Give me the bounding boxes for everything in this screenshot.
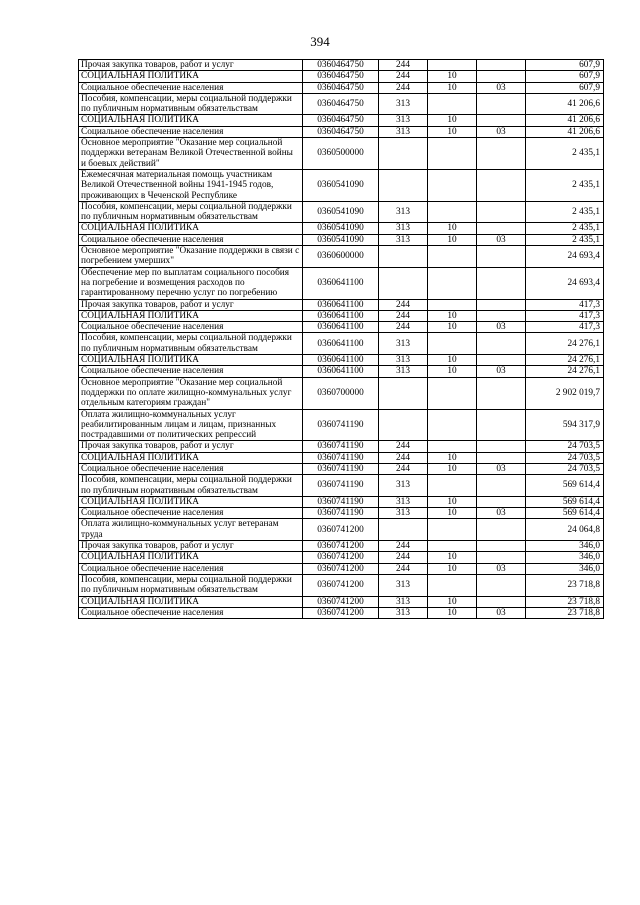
subsection-cell bbox=[477, 333, 526, 355]
amount-cell: 607,9 bbox=[526, 82, 604, 93]
subsection-cell bbox=[477, 574, 526, 596]
item-name-cell: Социальное обеспечение населения bbox=[79, 82, 303, 93]
amount-cell: 2 902 019,7 bbox=[526, 377, 604, 409]
table-row bbox=[79, 541, 604, 552]
item-name-cell: Социальное обеспечение населения bbox=[79, 607, 303, 618]
table-row bbox=[79, 496, 604, 507]
subsection-cell bbox=[477, 519, 526, 541]
amount-cell: 569 614,4 bbox=[526, 496, 604, 507]
target-code-cell: 0360464750 bbox=[303, 60, 379, 71]
item-name-cell: Прочая закупка товаров, работ и услуг bbox=[79, 60, 303, 71]
expense-type-cell: 244 bbox=[379, 463, 428, 474]
expense-type-cell: 313 bbox=[379, 201, 428, 223]
section-cell bbox=[428, 93, 477, 115]
expense-type-cell: 313 bbox=[379, 574, 428, 596]
amount-cell: 607,9 bbox=[526, 71, 604, 82]
expense-type-cell: 313 bbox=[379, 508, 428, 519]
amount-cell: 41 206,6 bbox=[526, 115, 604, 126]
amount-cell: 23 718,8 bbox=[526, 574, 604, 596]
table-row bbox=[79, 82, 604, 93]
item-name-cell: Социальное обеспечение населения bbox=[79, 366, 303, 377]
expense-type-cell: 313 bbox=[379, 93, 428, 115]
subsection-cell bbox=[477, 596, 526, 607]
target-code-cell: 0360741200 bbox=[303, 519, 379, 541]
amount-cell: 41 206,6 bbox=[526, 93, 604, 115]
target-code-cell: 0360741200 bbox=[303, 574, 379, 596]
item-name-cell: СОЦИАЛЬНАЯ ПОЛИТИКА bbox=[79, 452, 303, 463]
item-name-cell: Социальное обеспечение населения bbox=[79, 126, 303, 137]
amount-cell: 24 276,1 bbox=[526, 355, 604, 366]
target-code-cell: 0360741190 bbox=[303, 475, 379, 497]
subsection-cell bbox=[477, 115, 526, 126]
section-cell: 10 bbox=[428, 452, 477, 463]
table-row bbox=[79, 223, 604, 234]
target-code-cell: 0360700000 bbox=[303, 377, 379, 409]
target-code-cell: 0360500000 bbox=[303, 138, 379, 170]
section-cell: 10 bbox=[428, 115, 477, 126]
amount-cell: 2 435,1 bbox=[526, 201, 604, 223]
table-row bbox=[79, 234, 604, 245]
target-code-cell: 0360464750 bbox=[303, 126, 379, 137]
section-cell: 10 bbox=[428, 552, 477, 563]
table-row bbox=[79, 607, 604, 618]
section-cell: 10 bbox=[428, 355, 477, 366]
section-cell bbox=[428, 138, 477, 170]
subsection-cell bbox=[477, 310, 526, 321]
subsection-cell bbox=[477, 299, 526, 310]
item-name-cell: Социальное обеспечение населения bbox=[79, 563, 303, 574]
amount-cell: 2 435,1 bbox=[526, 138, 604, 170]
item-name-cell: Основное мероприятие "Оказание мер социальной поддержки по оплате жилищно-коммунальных услуг отдельным категориям граждан" bbox=[79, 377, 303, 409]
expense-type-cell: 313 bbox=[379, 496, 428, 507]
subsection-cell bbox=[477, 169, 526, 201]
item-name-cell: Оплата жилищно-коммунальных услуг ветеранам труда bbox=[79, 519, 303, 541]
subsection-cell bbox=[477, 71, 526, 82]
expense-type-cell: 313 bbox=[379, 234, 428, 245]
amount-cell: 417,3 bbox=[526, 299, 604, 310]
section-cell: 10 bbox=[428, 310, 477, 321]
section-cell: 10 bbox=[428, 366, 477, 377]
section-cell: 10 bbox=[428, 508, 477, 519]
table-row bbox=[79, 563, 604, 574]
target-code-cell: 0360641100 bbox=[303, 267, 379, 299]
target-code-cell: 0360741200 bbox=[303, 563, 379, 574]
target-code-cell: 0360641100 bbox=[303, 333, 379, 355]
item-name-cell: СОЦИАЛЬНАЯ ПОЛИТИКА bbox=[79, 596, 303, 607]
table-row bbox=[79, 60, 604, 71]
target-code-cell: 0360741190 bbox=[303, 508, 379, 519]
subsection-cell bbox=[477, 441, 526, 452]
amount-cell: 2 435,1 bbox=[526, 234, 604, 245]
expense-type-cell: 313 bbox=[379, 333, 428, 355]
amount-cell: 607,9 bbox=[526, 60, 604, 71]
item-name-cell: СОЦИАЛЬНАЯ ПОЛИТИКА bbox=[79, 115, 303, 126]
expense-type-cell bbox=[379, 519, 428, 541]
target-code-cell: 0360641100 bbox=[303, 322, 379, 333]
table-row bbox=[79, 463, 604, 474]
item-name-cell: СОЦИАЛЬНАЯ ПОЛИТИКА bbox=[79, 355, 303, 366]
target-code-cell: 0360741190 bbox=[303, 496, 379, 507]
section-cell: 10 bbox=[428, 463, 477, 474]
item-name-cell: Социальное обеспечение населения bbox=[79, 508, 303, 519]
expense-type-cell bbox=[379, 246, 428, 268]
amount-cell: 417,3 bbox=[526, 322, 604, 333]
section-cell: 10 bbox=[428, 71, 477, 82]
section-cell: 10 bbox=[428, 596, 477, 607]
target-code-cell: 0360741200 bbox=[303, 607, 379, 618]
subsection-cell bbox=[477, 377, 526, 409]
amount-cell: 23 718,8 bbox=[526, 596, 604, 607]
subsection-cell bbox=[477, 223, 526, 234]
item-name-cell: Обеспечение мер по выплатам социального пособия на погребение и возмещения расходов по гарантированному перечню услуг по погребению bbox=[79, 267, 303, 299]
expense-type-cell: 244 bbox=[379, 322, 428, 333]
target-code-cell: 0360641100 bbox=[303, 299, 379, 310]
item-name-cell: Пособия, компенсации, меры социальной поддержки по публичным нормативным обязательствам bbox=[79, 333, 303, 355]
table-row bbox=[79, 409, 604, 441]
item-name-cell: Основное мероприятие "Оказание поддержки в связи с погребением умерших" bbox=[79, 246, 303, 268]
target-code-cell: 0360641100 bbox=[303, 355, 379, 366]
expense-type-cell: 313 bbox=[379, 475, 428, 497]
item-name-cell: Пособия, компенсации, меры социальной поддержки по публичным нормативным обязательствам bbox=[79, 475, 303, 497]
expense-type-cell: 244 bbox=[379, 299, 428, 310]
amount-cell: 417,3 bbox=[526, 310, 604, 321]
section-cell bbox=[428, 299, 477, 310]
item-name-cell: Пособия, компенсации, меры социальной поддержки по публичным нормативным обязательствам bbox=[79, 201, 303, 223]
subsection-cell bbox=[477, 552, 526, 563]
section-cell: 10 bbox=[428, 82, 477, 93]
subsection-cell: 03 bbox=[477, 322, 526, 333]
item-name-cell: СОЦИАЛЬНАЯ ПОЛИТИКА bbox=[79, 223, 303, 234]
subsection-cell: 03 bbox=[477, 126, 526, 137]
page-number: 394 bbox=[310, 34, 330, 49]
amount-cell: 41 206,6 bbox=[526, 126, 604, 137]
amount-cell: 24 693,4 bbox=[526, 246, 604, 268]
table-row bbox=[79, 310, 604, 321]
item-name-cell: СОЦИАЛЬНАЯ ПОЛИТИКА bbox=[79, 71, 303, 82]
subsection-cell bbox=[477, 409, 526, 441]
section-cell bbox=[428, 475, 477, 497]
target-code-cell: 0360464750 bbox=[303, 71, 379, 82]
subsection-cell: 03 bbox=[477, 82, 526, 93]
item-name-cell: Основное мероприятие "Оказание мер социальной поддержки ветеранам Великой Отечественной войны и боевых действий" bbox=[79, 138, 303, 170]
section-cell bbox=[428, 409, 477, 441]
table-row bbox=[79, 366, 604, 377]
item-name-cell: Пособия, компенсации, меры социальной поддержки по публичным нормативным обязательствам bbox=[79, 574, 303, 596]
target-code-cell: 0360741190 bbox=[303, 452, 379, 463]
table-row bbox=[79, 93, 604, 115]
amount-cell: 569 614,4 bbox=[526, 475, 604, 497]
subsection-cell bbox=[477, 267, 526, 299]
table-row bbox=[79, 452, 604, 463]
section-cell: 10 bbox=[428, 322, 477, 333]
table-row bbox=[79, 441, 604, 452]
expense-type-cell: 313 bbox=[379, 115, 428, 126]
section-cell bbox=[428, 201, 477, 223]
expense-type-cell: 313 bbox=[379, 126, 428, 137]
amount-cell: 346,0 bbox=[526, 563, 604, 574]
expense-type-cell: 244 bbox=[379, 60, 428, 71]
amount-cell: 346,0 bbox=[526, 552, 604, 563]
amount-cell: 569 614,4 bbox=[526, 508, 604, 519]
expense-type-cell: 244 bbox=[379, 71, 428, 82]
table-row bbox=[79, 333, 604, 355]
expense-type-cell: 244 bbox=[379, 441, 428, 452]
amount-cell: 594 317,9 bbox=[526, 409, 604, 441]
section-cell bbox=[428, 267, 477, 299]
section-cell: 10 bbox=[428, 126, 477, 137]
target-code-cell: 0360541090 bbox=[303, 223, 379, 234]
expense-type-cell: 313 bbox=[379, 366, 428, 377]
table-row bbox=[79, 299, 604, 310]
item-name-cell: Оплата жилищно-коммунальных услуг реабилитированным лицам и лицам, признанных пострадавшими от политических репрессий bbox=[79, 409, 303, 441]
section-cell bbox=[428, 60, 477, 71]
target-code-cell: 0360641100 bbox=[303, 310, 379, 321]
item-name-cell: Прочая закупка товаров, работ и услуг bbox=[79, 299, 303, 310]
expense-type-cell bbox=[379, 169, 428, 201]
target-code-cell: 0360641100 bbox=[303, 366, 379, 377]
amount-cell: 24 703,5 bbox=[526, 463, 604, 474]
table-row bbox=[79, 322, 604, 333]
subsection-cell bbox=[477, 496, 526, 507]
section-cell bbox=[428, 574, 477, 596]
amount-cell: 24 703,5 bbox=[526, 441, 604, 452]
item-name-cell: СОЦИАЛЬНАЯ ПОЛИТИКА bbox=[79, 496, 303, 507]
section-cell bbox=[428, 169, 477, 201]
table-row bbox=[79, 574, 604, 596]
amount-cell: 346,0 bbox=[526, 541, 604, 552]
expense-type-cell bbox=[379, 138, 428, 170]
expense-type-cell: 313 bbox=[379, 596, 428, 607]
expense-type-cell: 313 bbox=[379, 607, 428, 618]
table-row bbox=[79, 508, 604, 519]
expense-type-cell: 244 bbox=[379, 310, 428, 321]
section-cell: 10 bbox=[428, 563, 477, 574]
target-code-cell: 0360464750 bbox=[303, 115, 379, 126]
subsection-cell: 03 bbox=[477, 463, 526, 474]
target-code-cell: 0360541090 bbox=[303, 201, 379, 223]
item-name-cell: Прочая закупка товаров, работ и услуг bbox=[79, 541, 303, 552]
target-code-cell: 0360741200 bbox=[303, 541, 379, 552]
expense-type-cell: 244 bbox=[379, 452, 428, 463]
target-code-cell: 0360541090 bbox=[303, 234, 379, 245]
table-row bbox=[79, 552, 604, 563]
section-cell: 10 bbox=[428, 496, 477, 507]
item-name-cell: Социальное обеспечение населения bbox=[79, 234, 303, 245]
section-cell bbox=[428, 246, 477, 268]
subsection-cell bbox=[477, 452, 526, 463]
target-code-cell: 0360464750 bbox=[303, 93, 379, 115]
target-code-cell: 0360741200 bbox=[303, 552, 379, 563]
amount-cell: 2 435,1 bbox=[526, 223, 604, 234]
item-name-cell: СОЦИАЛЬНАЯ ПОЛИТИКА bbox=[79, 310, 303, 321]
subsection-cell: 03 bbox=[477, 366, 526, 377]
target-code-cell: 0360741190 bbox=[303, 441, 379, 452]
table-row bbox=[79, 201, 604, 223]
target-code-cell: 0360741190 bbox=[303, 463, 379, 474]
table-row bbox=[79, 519, 604, 541]
expense-type-cell: 244 bbox=[379, 563, 428, 574]
section-cell bbox=[428, 377, 477, 409]
table-row bbox=[79, 596, 604, 607]
section-cell: 10 bbox=[428, 234, 477, 245]
subsection-cell bbox=[477, 201, 526, 223]
item-name-cell: Социальное обеспечение населения bbox=[79, 322, 303, 333]
subsection-cell: 03 bbox=[477, 508, 526, 519]
table-row bbox=[79, 355, 604, 366]
target-code-cell: 0360464750 bbox=[303, 82, 379, 93]
subsection-cell bbox=[477, 60, 526, 71]
subsection-cell bbox=[477, 355, 526, 366]
target-code-cell: 0360741200 bbox=[303, 596, 379, 607]
section-cell: 10 bbox=[428, 223, 477, 234]
amount-cell: 24 693,4 bbox=[526, 267, 604, 299]
amount-cell: 24 276,1 bbox=[526, 366, 604, 377]
section-cell bbox=[428, 333, 477, 355]
subsection-cell: 03 bbox=[477, 607, 526, 618]
expense-type-cell bbox=[379, 267, 428, 299]
subsection-cell bbox=[477, 246, 526, 268]
expense-type-cell: 313 bbox=[379, 355, 428, 366]
subsection-cell bbox=[477, 93, 526, 115]
item-name-cell: Прочая закупка товаров, работ и услуг bbox=[79, 441, 303, 452]
target-code-cell: 0360600000 bbox=[303, 246, 379, 268]
section-cell: 10 bbox=[428, 607, 477, 618]
item-name-cell: Социальное обеспечение населения bbox=[79, 463, 303, 474]
table-row bbox=[79, 475, 604, 497]
amount-cell: 24 276,1 bbox=[526, 333, 604, 355]
expense-type-cell: 313 bbox=[379, 223, 428, 234]
table-row bbox=[79, 169, 604, 201]
table-row bbox=[79, 267, 604, 299]
table-row bbox=[79, 138, 604, 170]
subsection-cell bbox=[477, 475, 526, 497]
amount-cell: 24 064,8 bbox=[526, 519, 604, 541]
budget-table bbox=[78, 59, 604, 619]
section-cell bbox=[428, 441, 477, 452]
amount-cell: 2 435,1 bbox=[526, 169, 604, 201]
table-row bbox=[79, 377, 604, 409]
expense-type-cell: 244 bbox=[379, 82, 428, 93]
subsection-cell: 03 bbox=[477, 234, 526, 245]
budget-table-body bbox=[79, 60, 604, 619]
subsection-cell bbox=[477, 541, 526, 552]
expense-type-cell: 244 bbox=[379, 541, 428, 552]
expense-type-cell: 244 bbox=[379, 552, 428, 563]
target-code-cell: 0360741190 bbox=[303, 409, 379, 441]
table-row bbox=[79, 126, 604, 137]
item-name-cell: СОЦИАЛЬНАЯ ПОЛИТИКА bbox=[79, 552, 303, 563]
section-cell bbox=[428, 541, 477, 552]
expense-type-cell bbox=[379, 377, 428, 409]
expense-type-cell bbox=[379, 409, 428, 441]
table-row bbox=[79, 71, 604, 82]
amount-cell: 24 703,5 bbox=[526, 452, 604, 463]
item-name-cell: Ежемесячная материальная помощь участникам Великой Отечественной войны 1941-1945 годов, проживающих в Чеченской Республике bbox=[79, 169, 303, 201]
table-row bbox=[79, 246, 604, 268]
subsection-cell: 03 bbox=[477, 563, 526, 574]
section-cell bbox=[428, 519, 477, 541]
subsection-cell bbox=[477, 138, 526, 170]
item-name-cell: Пособия, компенсации, меры социальной поддержки по публичным нормативным обязательствам bbox=[79, 93, 303, 115]
amount-cell: 23 718,8 bbox=[526, 607, 604, 618]
target-code-cell: 0360541090 bbox=[303, 169, 379, 201]
table-row bbox=[79, 115, 604, 126]
